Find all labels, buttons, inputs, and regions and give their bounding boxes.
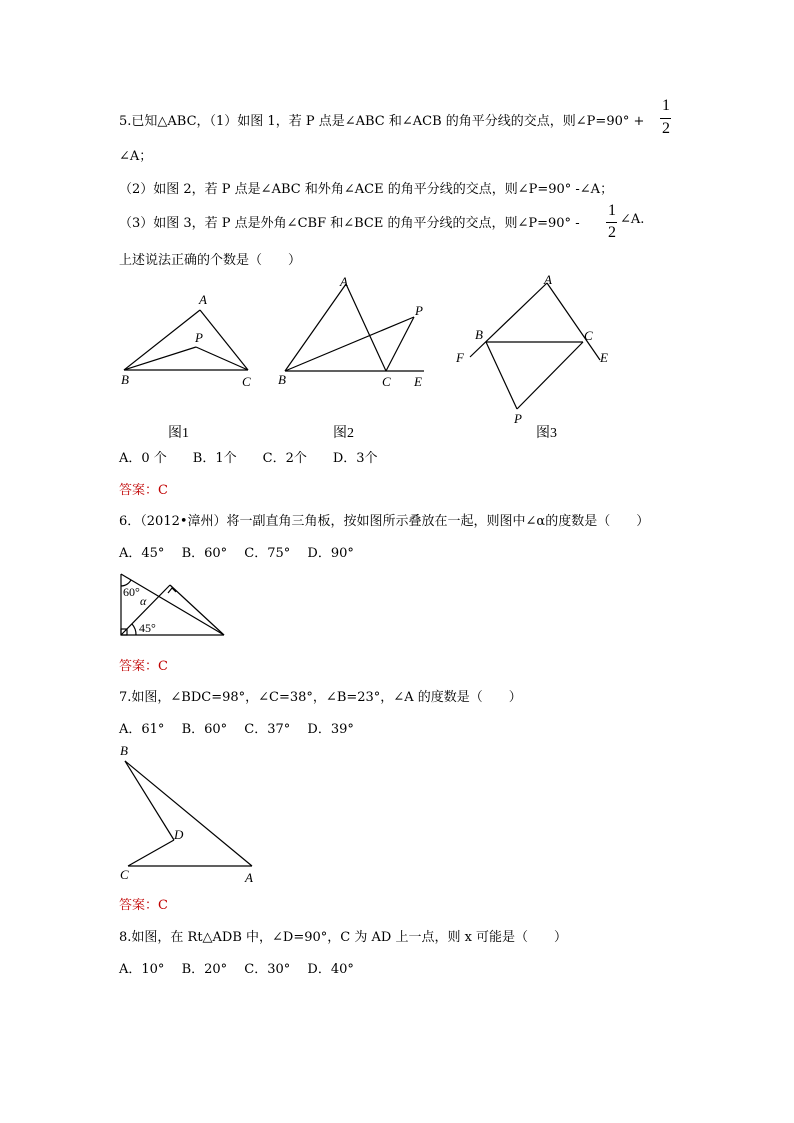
- q5-frac-num: 1: [662, 97, 670, 114]
- q7-stem: 7.如图，∠BDC=98°，∠C=38°，∠B=23°，∠A 的度数是（ ）: [119, 690, 522, 705]
- q5-question: 上述说法正确的个数是（ ）: [119, 253, 302, 268]
- q7-label-B: B: [120, 743, 128, 758]
- figure-2: [285, 284, 424, 371]
- q6-figure: [112, 568, 232, 640]
- fig3-label-C: C: [584, 328, 593, 343]
- q7-choices: A．61° B．60° C．37° D．39°: [119, 722, 354, 737]
- fig2-caption: 图2: [333, 426, 354, 441]
- fig3-label-P: P: [514, 411, 522, 426]
- q5-frac-bar: [660, 118, 671, 119]
- q6-answer: C: [158, 659, 168, 674]
- fig1-label-P: P: [195, 330, 203, 345]
- q5-frac3-den: 2: [608, 224, 616, 241]
- q7-label-A: A: [245, 870, 253, 885]
- q5-choices: A．0 个 B．1个 C．2个 D．3个: [119, 451, 378, 466]
- figure-1: [124, 310, 248, 370]
- q5-frac-den: 2: [662, 120, 670, 137]
- q5-line3: （3）如图 3，若 P 点是外角∠CBF 和∠BCE 的角平分线的交点，则∠P=90° -: [119, 216, 580, 231]
- q7-answer-label: 答案：: [119, 898, 159, 913]
- fig3-label-E: E: [600, 350, 608, 365]
- q5-answer-row: [119, 479, 168, 498]
- q5-answer: C: [158, 483, 168, 498]
- figure-3: [470, 283, 600, 409]
- fig3-caption: 图3: [536, 426, 557, 441]
- q5-line3-end: ∠A.: [620, 212, 645, 227]
- q7-answer: C: [158, 898, 168, 913]
- q6-label-60: 60°: [123, 585, 140, 599]
- q8-choices: A．10° B．20° C．30° D．40°: [119, 962, 354, 977]
- fig2-label-B: B: [278, 372, 286, 387]
- q5-frac3-num: 1: [608, 202, 616, 219]
- q5-line1: 5.已知△ABC，（1）如图 1，若 P 点是∠ABC 和∠ACB 的角平分线的交点，则∠P=90° +: [119, 114, 645, 129]
- q7-answer-row: [119, 894, 168, 913]
- q6-stem: 6．（2012•漳州）将一副直角三角板，按如图所示叠放在一起，则图中∠α的度数是（ ）: [119, 514, 650, 529]
- fig1-caption: 图1: [168, 426, 189, 441]
- q5-frac3-bar: [606, 222, 617, 223]
- q6-choices: A．45° B．60° C．75° D．90°: [119, 546, 354, 561]
- q7-label-C: C: [120, 867, 129, 882]
- fig3-label-B: B: [475, 327, 483, 342]
- fig2-label-C: C: [382, 374, 391, 389]
- q7-label-D: D: [174, 827, 184, 842]
- q6-answer-row: [119, 655, 168, 674]
- fig1-label-B: B: [121, 372, 129, 387]
- fig3-label-A: A: [544, 272, 552, 287]
- q8-stem: 8.如图，在 Rt△ADB 中，∠D=90°，C 为 AD 上一点，则 x 可能是（ ）: [119, 930, 568, 945]
- q5-figures: [110, 270, 630, 440]
- fig2-label-P: P: [415, 303, 423, 318]
- fig2-label-E: E: [414, 374, 422, 389]
- q5-answer-label: 答案：: [119, 483, 159, 498]
- q5-line2: （2）如图 2，若 P 点是∠ABC 和外角∠ACE 的角平分线的交点，则∠P=90° -∠A；: [119, 182, 614, 197]
- q6-answer-label: 答案：: [119, 659, 159, 674]
- q6-label-45: 45°: [139, 621, 156, 635]
- fig3-label-F: F: [456, 350, 464, 365]
- q7-figure: [110, 740, 270, 885]
- q5-line1-end: ∠A；: [119, 149, 153, 164]
- fig2-label-A: A: [340, 274, 348, 289]
- fig1-label-A: A: [199, 292, 207, 307]
- q6-label-alpha: α: [140, 594, 147, 608]
- fig1-label-C: C: [242, 374, 251, 389]
